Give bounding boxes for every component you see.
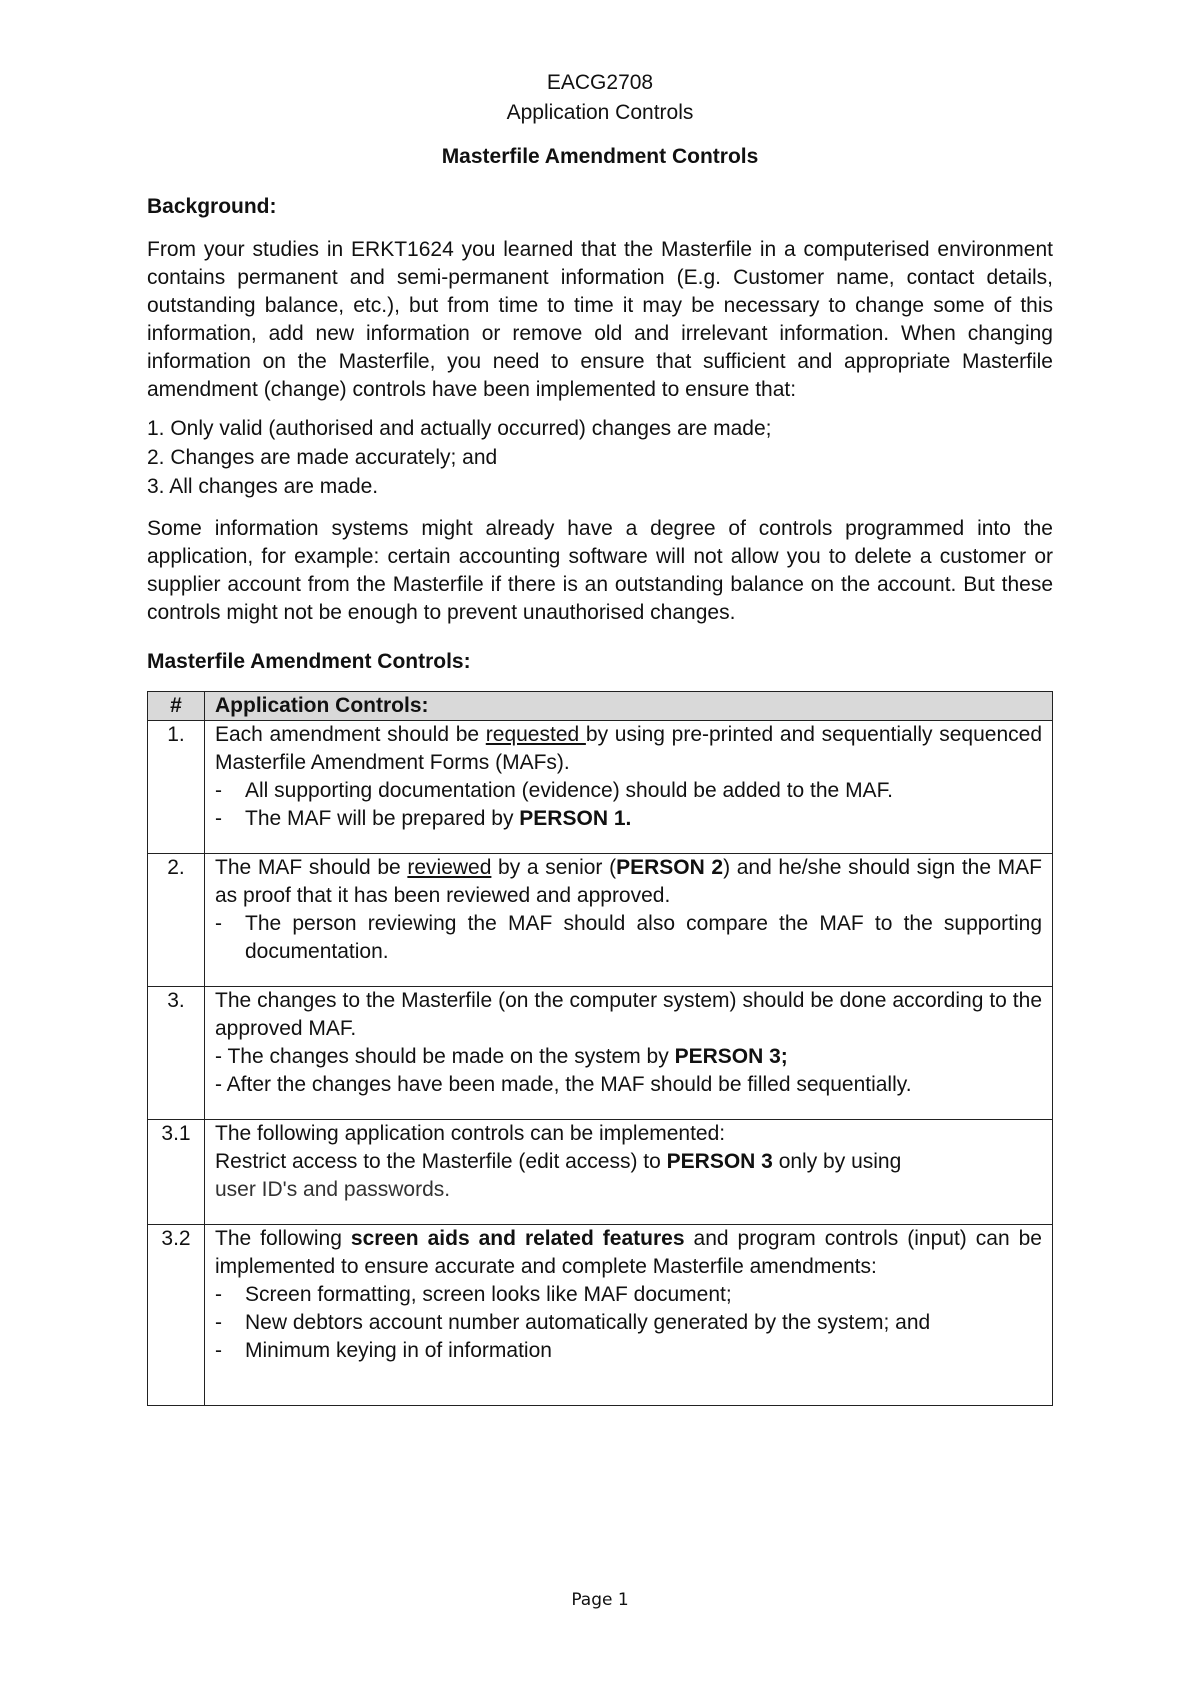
row-number: 1. [148, 721, 205, 854]
text: user ID's and passwords. [215, 1178, 451, 1201]
text: The following [215, 1227, 351, 1250]
objective-item: 3. All changes are made. [147, 475, 379, 498]
text: - After the changes have been made, the MAF should be filled sequentially. [215, 1073, 912, 1096]
column-header-number: # [148, 692, 205, 721]
row-content [205, 1120, 1053, 1225]
course-code: EACG2708 [546, 71, 654, 94]
bullet-item: - Screen formatting, screen looks like MAF document; [215, 1281, 1042, 1309]
row-number: 3.2 [148, 1225, 205, 1406]
table-row [148, 1225, 1053, 1406]
table-row [148, 854, 1053, 987]
text: by using pre-printed and sequentially sequenced Masterfile Amendment Forms (MAFs). [215, 723, 1042, 774]
bullet-text: Minimum keying in of information [245, 1339, 552, 1362]
row-number: 3. [148, 987, 205, 1120]
text: The MAF should be [215, 856, 408, 879]
bullet-item: - The MAF will be prepared by PERSON 1. [215, 807, 632, 830]
document-title: Masterfile Amendment Controls [441, 145, 759, 168]
row-number: 3.1 [148, 1120, 205, 1225]
background-paragraph-2: Some information systems might already have a degree of controls programmed into the application, for example: certain accounting software will not allow you to delete a customer or supplier account from the Masterfile if there is an outstanding balance on the account. But these controls might not be enough to prevent unauthorised changes. [147, 517, 1053, 624]
document-subject: Application Controls [506, 101, 694, 124]
bold-text: PERSON 2 [616, 856, 724, 879]
bold-text: PERSON 3 [674, 1045, 781, 1068]
document-page [147, 68, 1053, 1406]
controls-heading: Masterfile Amendment Controls: [147, 650, 471, 673]
underlined-text: reviewed [407, 856, 492, 879]
bullet-text: New debtors account number automatically generated by the system; and [245, 1311, 931, 1334]
bullet-item: - New debtors account number automatically generated by the system; and [215, 1309, 1042, 1337]
table-header-row [148, 692, 1053, 721]
row-content [205, 721, 1053, 854]
bullet-item: - Minimum keying in of information [215, 1337, 1042, 1365]
row-content [205, 854, 1053, 987]
controls-table [147, 691, 1053, 1406]
objective-item: 1. Only valid (authorised and actually occurred) changes are made; [147, 417, 772, 440]
row-number: 2. [148, 854, 205, 987]
text: Restrict access to the Masterfile (edit access) to [215, 1150, 667, 1173]
bullet-text: Screen formatting, screen looks like MAF document; [245, 1283, 732, 1306]
bold-text: screen aids and related features [350, 1227, 685, 1250]
text: and program controls (input) can be implemented to ensure accurate and complete Masterfile amendments: [215, 1227, 1042, 1278]
text: - The changes should be made on the system by [215, 1045, 675, 1068]
text: ) and he/she should sign the MAF as proof that it has been reviewed and approved. [215, 856, 1043, 907]
table-row [148, 721, 1053, 854]
table-row [148, 1120, 1053, 1225]
bullet-item: - All supporting documentation (evidence) should be added to the MAF. [215, 777, 1042, 805]
text: only by using [772, 1150, 902, 1173]
bullet-text: The person reviewing the MAF should also compare the MAF to the supporting documentation. [245, 912, 1042, 963]
background-paragraph-1: From your studies in ERKT1624 you learned that the Masterfile in a computerised environment contains permanent and semi-permanent information (E.g. Customer name, contact details, outstanding balance, etc.), but from time to time it may be necessary to change some of this information, add new information or remove old and irrelevant information. When changing information on the Masterfile, you need to ensure that sufficient and appropriate Masterfile amendment (change) controls have been implemented to ensure that: [147, 238, 1053, 401]
bold-text: PERSON 3 [666, 1150, 773, 1173]
row-content [205, 1225, 1053, 1406]
text: ; [780, 1045, 788, 1068]
bullet-text: All supporting documentation (evidence) should be added to the MAF. [245, 779, 893, 802]
row-content [205, 987, 1053, 1120]
text: The following application controls can be implemented: [215, 1122, 726, 1145]
text: The MAF will be prepared by [245, 807, 520, 830]
bold-text: PERSON 1 [519, 807, 626, 830]
objective-item: 2. Changes are made accurately; and [147, 446, 498, 469]
background-heading: Background: [147, 195, 277, 218]
text: by a senior ( [491, 856, 617, 879]
text: Each amendment should be [215, 723, 486, 746]
objectives-list [147, 414, 1053, 501]
column-header-controls: Application Controls: [205, 692, 1053, 721]
text: . [625, 807, 632, 830]
page-number: Page 1 [571, 1590, 629, 1610]
text: The changes to the Masterfile (on the computer system) should be done according to the approved MAF. [215, 989, 1042, 1040]
bullet-item: - The person reviewing the MAF should also compare the MAF to the supporting documentation. [215, 910, 1042, 966]
underlined-text: requested [485, 723, 586, 746]
table-row [148, 987, 1053, 1120]
